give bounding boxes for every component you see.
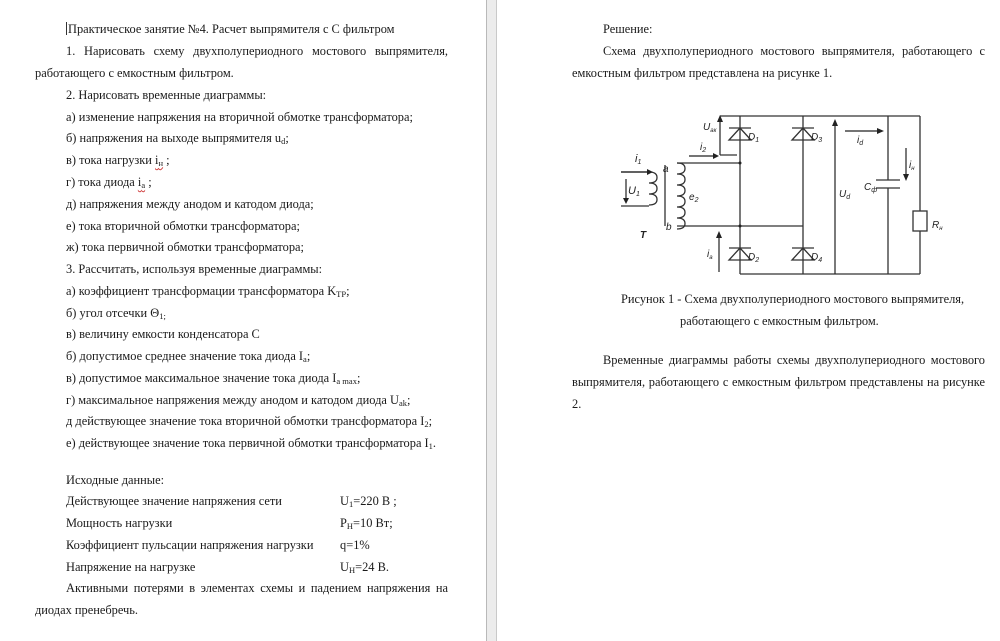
task-3-item-b2: б) допустимое среднее значение тока диода $I_а$; <box>66 349 311 364</box>
label-d3: $D_3$ <box>811 132 823 144</box>
diagrams-line-1: Временные диаграммы работы схемы двухполупериодного мостового <box>603 353 985 367</box>
label-u1: U1 <box>628 185 640 198</box>
label-e2: $e_2$ <box>689 192 699 204</box>
label-id: $i_d$ <box>857 135 864 147</box>
document-title[interactable]: Практическое занятие №4. Расчет выпрямителя с С фильтром <box>68 22 395 36</box>
text-cursor <box>66 22 67 35</box>
task-2-item-g: г) тока диода $i_а$ ; <box>66 175 152 190</box>
page-gutter <box>486 0 497 641</box>
label-in: $i_н$ <box>909 160 915 172</box>
solution-heading: Решение: <box>603 22 653 36</box>
note-line-2: диодах пренебречь. <box>35 603 138 617</box>
initial-data-row: Коэффициент пульсации напряжения нагрузки q=1% <box>66 538 370 552</box>
task-3-heading: 3. Рассчитать, используя временные диаграммы: <box>66 262 323 276</box>
initial-data-row: Мощность нагрузки $P_Н=10$ Вт; <box>66 516 393 531</box>
label-d1: $D_1$ <box>748 132 760 144</box>
task-3-item-v: в) величину емкости конденсатора С <box>66 327 260 341</box>
label-b: b <box>666 222 672 233</box>
initial-data-row: Напряжение на нагрузке $U_Н=24$ В. <box>66 560 389 575</box>
label-transformer: T <box>640 230 647 241</box>
label-ia: $i_а$ <box>707 249 713 261</box>
document-page-left <box>0 0 486 641</box>
label-a: a <box>663 164 669 175</box>
label-i1: i1 <box>635 153 642 166</box>
diagrams-line-2: выпрямителя, работающего с емкостным фильтром представлены на рисунке <box>572 375 985 389</box>
task-3-item-d: д действующее значение тока вторичной обмотки трансформатора $I_2$; <box>66 414 433 429</box>
diagrams-line-3: 2. <box>572 397 582 411</box>
task-2-heading: 2. Нарисовать временные диаграммы: <box>66 88 267 102</box>
task-3-item-g: г) максимальное напряжения между анодом и катодом диода $U_{ak}$; <box>66 393 411 408</box>
label-i2: $i_2$ <box>700 142 707 154</box>
label-cf: $C_ф$ <box>864 182 878 194</box>
label-d4: $D_4$ <box>811 252 823 264</box>
task-2-item-v: в) тока нагрузки $i_н$ ; <box>66 153 170 168</box>
document-page-right <box>497 0 1000 641</box>
label-rn: $R_н$ <box>932 220 943 232</box>
intro-line-1: Схема двухполупериодного мостового выпрямителя, работающего с <box>603 44 985 58</box>
label-uak: $U_{ак}$ <box>703 122 717 134</box>
task-1-line-2: работающего с емкостным фильтром. <box>35 66 234 80</box>
task-2-item-b: б) напряжения на выходе выпрямителя $u_d$; <box>66 131 289 146</box>
task-2-item-a: а) изменение напряжения на вторичной обмотке трансформатора; <box>66 110 413 124</box>
initial-data-row: Действующее значение напряжения сети $U_1=220$ В ; <box>66 494 397 509</box>
task-2-item-zh: ж) тока первичной обмотки трансформатора; <box>66 240 304 254</box>
task-3-item-a: а) коэффициент трансформации трансформатора $K_{ТР}$; <box>66 284 350 299</box>
task-1-line-1: 1. Нарисовать схему двухполупериодного мостового выпрямителя, <box>66 44 448 58</box>
task-2-item-e: е) тока вторичной обмотки трансформатора; <box>66 219 300 233</box>
initial-data-heading: Исходные данные: <box>66 473 165 487</box>
figure-caption-line-1: Рисунок 1 - Схема двухполупериодного мостового выпрямителя, <box>621 292 965 306</box>
task-3-item-e: е) действующее значение тока первичной обмотки трансформатора $I_1$. <box>66 436 437 451</box>
task-3-item-v2: в) допустимое максимальное значение тока диода $I_{а max}$; <box>66 371 361 386</box>
figure-caption-line-2: работающего с емкостным фильтром. <box>680 314 879 328</box>
task-3-item-b: б) угол отсечки $\Theta_{1;}$ <box>66 306 166 321</box>
label-d2: $D_2$ <box>748 252 760 264</box>
task-2-item-d: д) напряжения между анодом и катодом диода; <box>66 197 314 211</box>
label-ud: $U_d$ <box>839 189 851 201</box>
rectifier-circuit-diagram <box>497 0 1000 290</box>
intro-line-2: емкостным фильтром представлена на рисунке 1. <box>572 66 833 80</box>
note-line-1: Активными потерями в элементах схемы и падением напряжения на <box>66 581 448 595</box>
